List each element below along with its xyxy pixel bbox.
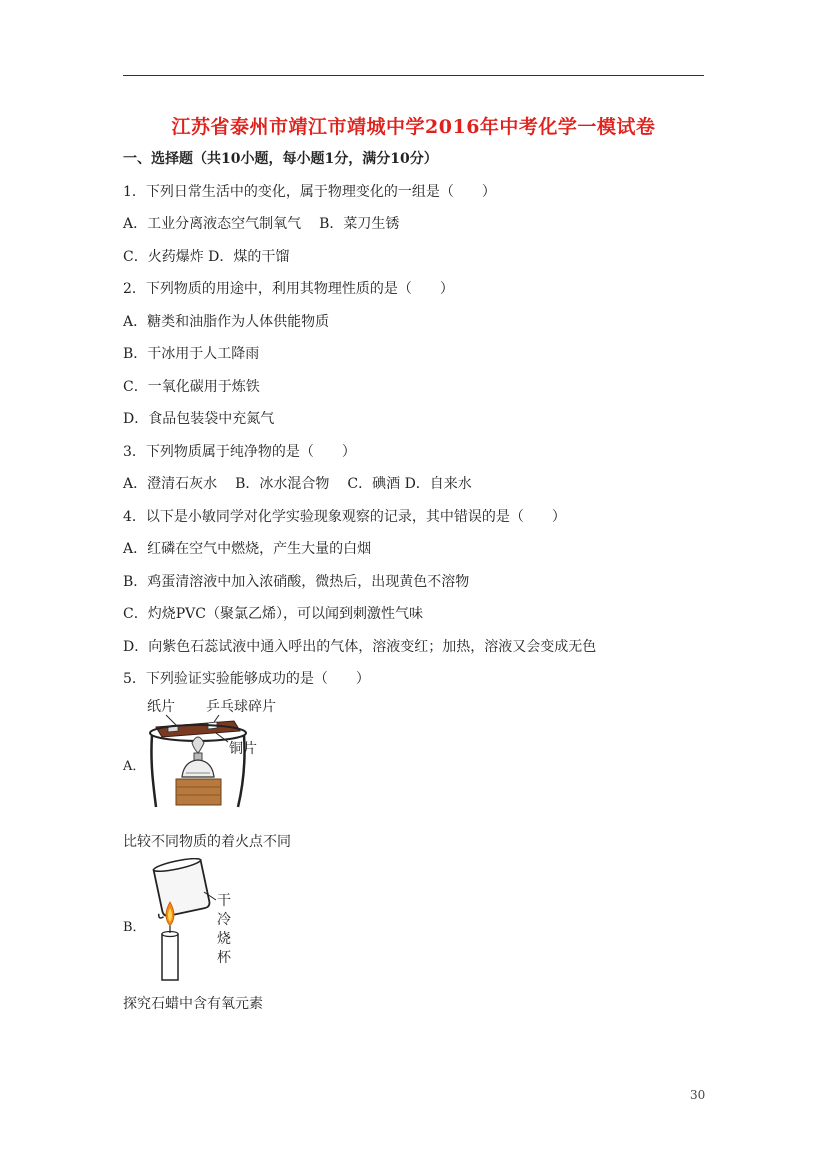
q1-options-cd: C．火药爆炸 D．煤的干馏 bbox=[123, 249, 290, 265]
tripod-copper-plate-figure bbox=[144, 695, 289, 813]
q4-option-a: A．红磷在空气中燃烧，产生大量的白烟 bbox=[123, 541, 372, 557]
q3-option-cd: C．碘酒 D．自来水 bbox=[347, 476, 472, 492]
q1-option-b: B．菜刀生锈 bbox=[319, 216, 400, 232]
q5-option-b-label: B． bbox=[123, 920, 146, 935]
q2-option-a: A．糖类和油脂作为人体供能物质 bbox=[123, 314, 330, 330]
q1-stem: 1．下列日常生活中的变化，属于物理变化的一组是（ ） bbox=[123, 184, 496, 200]
cup-char-4: 杯 bbox=[217, 950, 231, 966]
q3-option-a: A．澄清石灰水 bbox=[123, 476, 218, 492]
q4-option-c: C．灼烧PVC（聚氯乙烯），可以闻到刺激性气味 bbox=[123, 606, 423, 622]
q2-option-c: C．一氧化碳用于炼铁 bbox=[123, 379, 260, 395]
q2-option-b: B．干冰用于人工降雨 bbox=[123, 346, 260, 362]
q3-option-b: B．冰水混合物 bbox=[235, 476, 330, 492]
pingpong-label: 乒乓球碎片 bbox=[206, 699, 276, 715]
q3-options bbox=[123, 474, 472, 494]
q5-stem: 5．下列验证实验能够成功的是（ ） bbox=[123, 671, 370, 687]
section-heading: 一、选择题（共10小题，每小题1分，满分10分） bbox=[123, 151, 438, 167]
copper-label: 铜片 bbox=[229, 741, 257, 757]
q1-option-a: A．工业分离液态空气制氧气 bbox=[123, 216, 302, 232]
cup-char-3: 烧 bbox=[217, 931, 231, 947]
q3-stem: 3．下列物质属于纯净物的是（ ） bbox=[123, 444, 356, 460]
q5-option-a-label: A． bbox=[123, 759, 146, 774]
page-title: 江苏省泰州市靖江市靖城中学2016年中考化学一模试卷 bbox=[171, 116, 656, 138]
paper-label: 纸片 bbox=[147, 699, 175, 715]
cup-char-1: 干 bbox=[217, 893, 231, 909]
q5-option-b-caption: 探究石蜡中含有氧元素 bbox=[123, 996, 263, 1012]
page-number: 30 bbox=[690, 1088, 706, 1102]
candle-beaker-figure bbox=[144, 858, 244, 983]
q4-stem: 4．以下是小敏同学对化学实验现象观察的记录，其中错误的是（ ） bbox=[123, 509, 566, 525]
q2-stem: 2．下列物质的用途中，利用其物理性质的是（ ） bbox=[123, 281, 454, 297]
q4-option-b: B．鸡蛋清溶液中加入浓硝酸，微热后，出现黄色不溶物 bbox=[123, 574, 470, 590]
q1-options-ab bbox=[123, 214, 399, 234]
q4-option-d: D．向紫色石蕊试液中通入呼出的气体，溶液变红；加热，溶液又会变成无色 bbox=[123, 639, 597, 655]
cup-char-2: 冷 bbox=[217, 912, 231, 928]
q5-option-a-caption: 比较不同物质的着火点不同 bbox=[123, 834, 291, 850]
header-rule bbox=[123, 75, 704, 76]
q2-option-d: D．食品包装袋中充氮气 bbox=[123, 411, 275, 427]
